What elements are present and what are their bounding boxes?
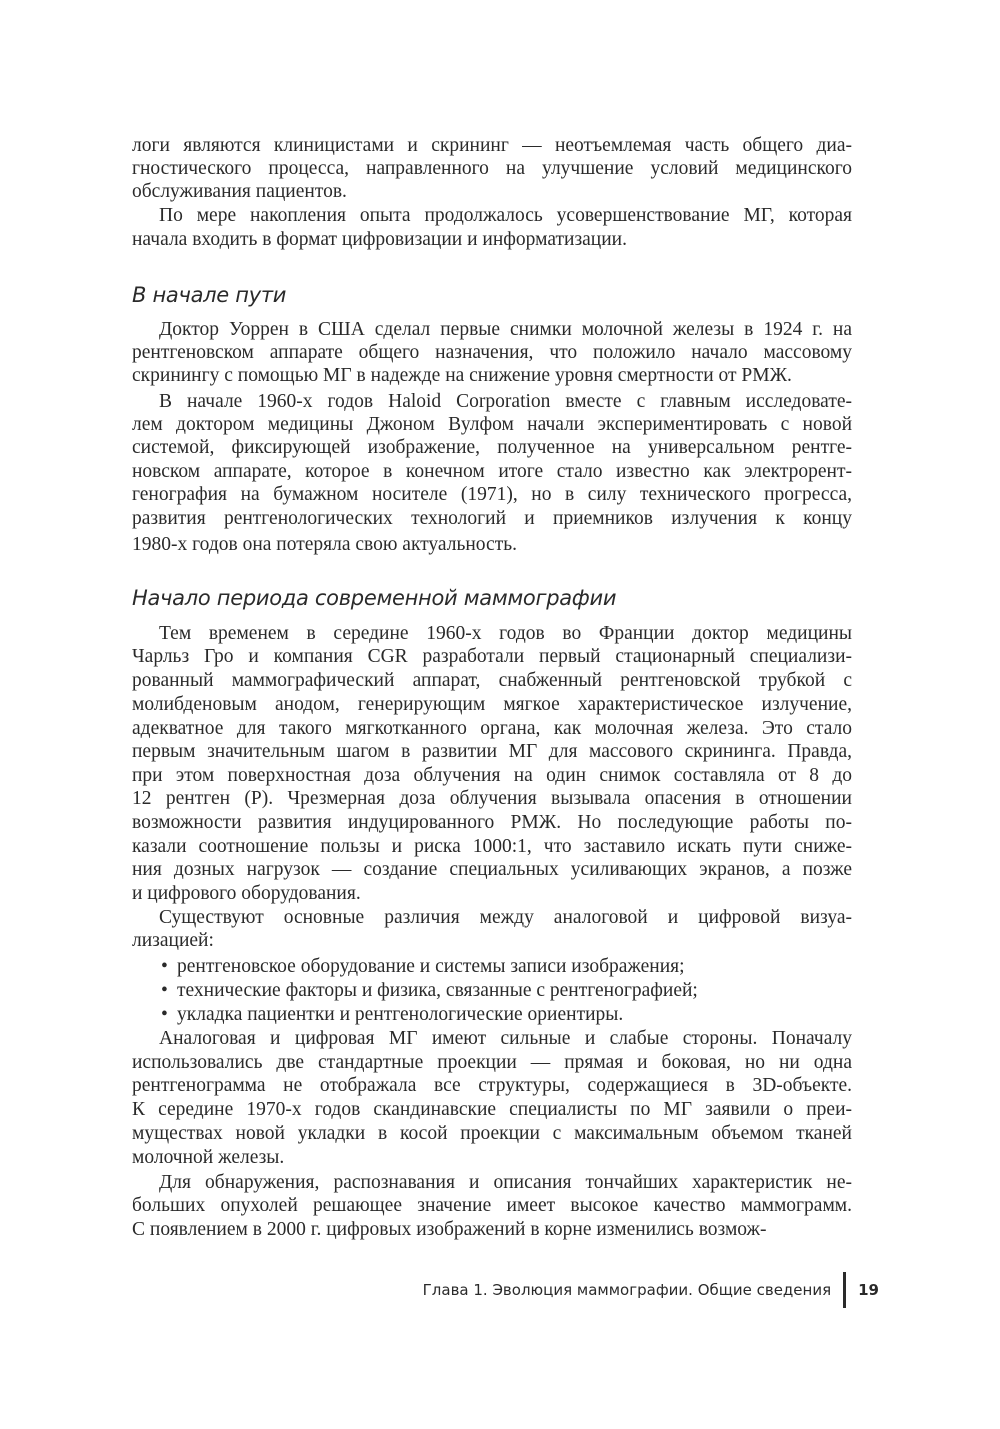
paragraph-line: 1980-х годов она потеряла свою актуальность.: [132, 534, 517, 555]
paragraph-line: возможности развития индуцированного РМЖ. Но последующие работы по-: [132, 812, 852, 833]
paragraph-line: Для обнаружения, распознавания и описания тончайших характеристик не-: [159, 1172, 852, 1193]
paragraph-line: ния дозных нагрузок — создание специальных усиливающих экранов, а позже: [132, 859, 852, 880]
section-heading: В начале пути: [132, 283, 287, 307]
paragraph-line: начала входить в формат цифровизации и информатизации.: [132, 229, 627, 250]
paragraph-line: и цифрового оборудования.: [132, 883, 361, 904]
section-heading: Начало периода современной маммографии: [132, 586, 617, 610]
paragraph-line: использовались две стандартные проекции — прямая и боковая, но ни одна: [132, 1052, 852, 1073]
paragraph-line: молибденовым анодом, генерирующим мягкое характеристическое излучение,: [132, 694, 852, 715]
running-footer: [423, 1275, 879, 1305]
paragraph-line: скринингу с помощью МГ в надежде на снижение уровня смертности от РМЖ.: [132, 365, 792, 386]
paragraph-line: рентгеновском аппарате общего назначения, что положило начало массовому: [132, 342, 852, 363]
footer-divider: [843, 1272, 846, 1308]
paragraph-line: развития рентгенологических технологий и приемников излучения к концу: [132, 508, 852, 529]
chapter-title: Глава 1. Эволюция маммографии. Общие сведения: [422, 1281, 832, 1299]
paragraph-line: К середине 1970-х годов скандинавские специалисты по МГ заявили о преи-: [132, 1099, 852, 1120]
paragraph-line: казали соотношение пользы и риска 1000:1, что заставило искать пути сниже-: [132, 836, 852, 857]
paragraph-line: молочной железы.: [132, 1147, 285, 1168]
paragraph-line: новском аппарате, которое в конечном итоге стало известно как электрорент-: [132, 461, 852, 482]
paragraph-line: В начале 1960-х годов Haloid Corporation вместе с главным исследовате-: [159, 391, 852, 412]
paragraph-line: По мере накопления опыта продолжалось усовершенствование МГ, которая: [159, 205, 852, 226]
paragraph-line: обслуживания пациентов.: [132, 181, 347, 202]
paragraph-line: муществах новой укладки в косой проекции с максимальным объемом тканей: [132, 1123, 852, 1144]
bullet-item: • технические факторы и физика, связанные с рентгенографией;: [161, 979, 852, 1003]
paragraph-line: Доктор Уоррен в США сделал первые снимки молочной железы в 1924 г. на: [159, 319, 852, 340]
paragraph-line: системой, фиксирующей изображение, полученное на универсальном рентге-: [132, 437, 852, 458]
paragraph-line: генография на бумажном носителе (1971), но в силу технического прогресса,: [132, 484, 852, 505]
paragraph-line: рованный маммографический аппарат, снабженный рентгеновской трубкой с: [132, 670, 852, 691]
paragraph-line: С появлением в 2000 г. цифровых изображений в корне изменились возмож-: [132, 1219, 767, 1240]
paragraph-line: Тем временем в середине 1960-х годов во Франции доктор медицины: [159, 623, 852, 644]
paragraph-line: Чарльз Гро и компания CGR разработали первый стационарный специализи-: [132, 646, 852, 667]
page-number: 19: [858, 1281, 879, 1299]
paragraph-line: 12 рентген (Р). Чрезмерная доза облучения вызывала опасения в отношении: [132, 788, 852, 809]
paragraph-line: лизацией:: [132, 930, 214, 951]
paragraph-line: логи являются клиницистами и скрининг — неотъемлемая часть общего диа-: [132, 135, 852, 156]
bullet-item: • рентгеновское оборудование и системы записи изображения;: [161, 955, 852, 979]
paragraph-line: первым значительным шагом в развитии МГ для массового скрининга. Правда,: [132, 741, 852, 762]
paragraph-line: лем доктором медицины Джоном Вулфом начали экспериментировать с новой: [132, 414, 852, 435]
bullet-item: • укладка пациентки и рентгенологические ориентиры.: [161, 1003, 852, 1027]
paragraph-line: рентгенограмма не отображала все структуры, содержащиеся в 3D-объекте.: [132, 1075, 852, 1096]
paragraph-line: Аналоговая и цифровая МГ имеют сильные и слабые стороны. Поначалу: [159, 1028, 852, 1049]
paragraph-line: Существуют основные различия между аналоговой и цифровой визуа-: [159, 907, 852, 928]
paragraph-line: при этом поверхностная доза облучения на один снимок составляла от 8 до: [132, 765, 852, 786]
paragraph-line: гностического процесса, направленного на улучшение условий медицинского: [132, 158, 852, 179]
paragraph-line: адекватное для такого мягкотканного органа, как молочная железа. Это стало: [132, 718, 852, 739]
paragraph-line: больших опухолей решающее значение имеет высокое качество маммограмм.: [132, 1195, 852, 1216]
